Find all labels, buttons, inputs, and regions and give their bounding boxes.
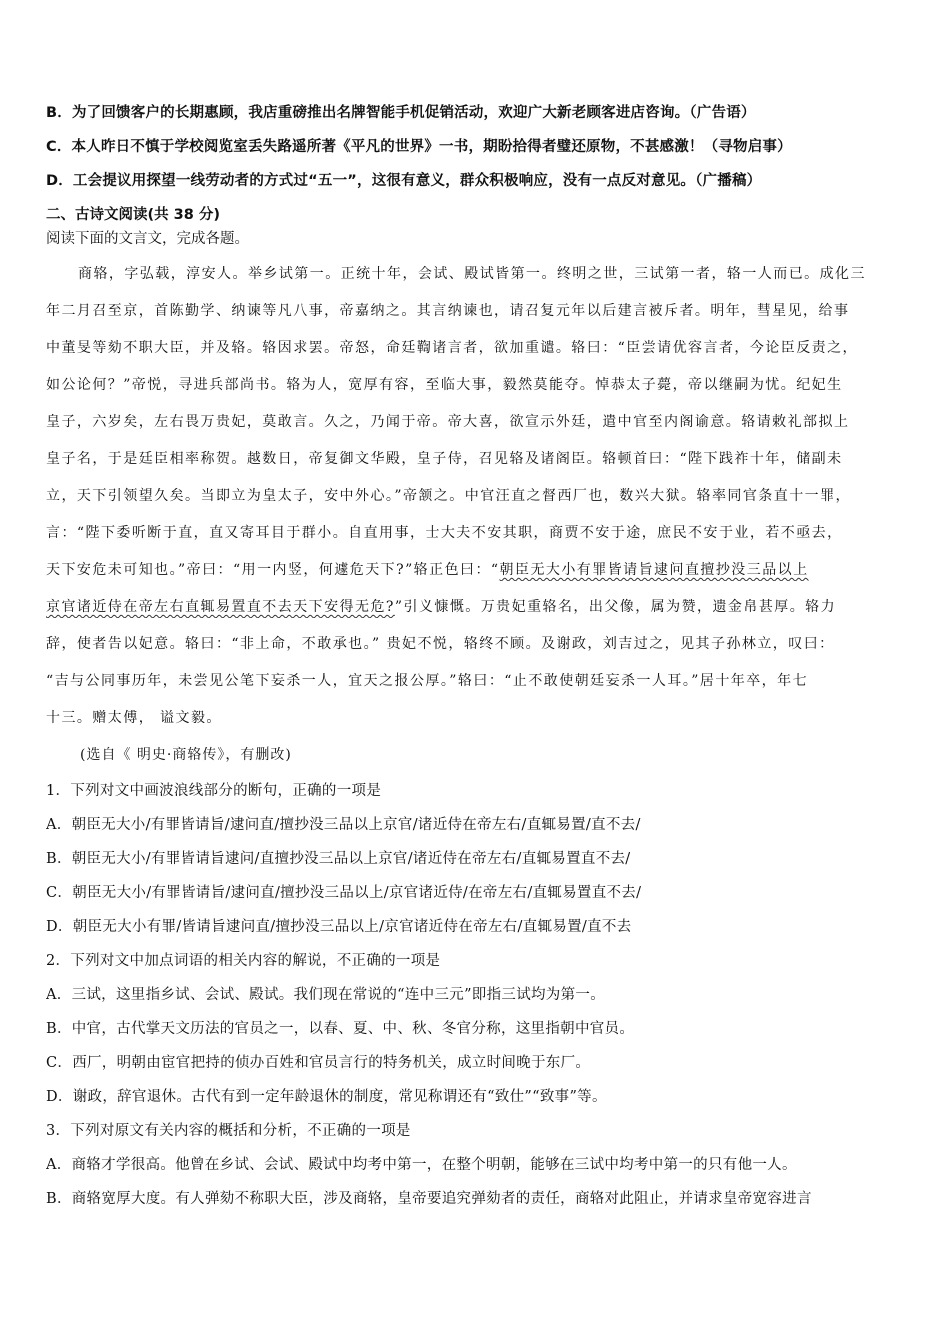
passage-line: 十三。赠太傅， 谥文毅。	[46, 710, 222, 726]
question-2-option-c: C．西厂，明朝由宦官把持的侦办百姓和官员言行的特务机关，成立时间晚于东厂。	[46, 1055, 591, 1071]
passage-line: 辞，使者告以妃意。辂曰：“非上命，不敢承也。” 贵妃不悦，辂终不顾。及谢政，刘吉过之，见其子孙林立，叹曰：	[46, 636, 835, 652]
question-1-stem: 1．下列对文中画波浪线部分的断句，正确的一项是	[46, 783, 382, 799]
question-3-option-b: B．商辂宽厚大度。有人弹劾不称职大臣，涉及商辂，皇帝要追究弹劾者的责任，商辂对此阻止，并请求皇帝宽容进言	[46, 1191, 812, 1207]
passage-line-text: ”引义慷慨。万贵妃重辂名，出父像，属为赞，遗金帛甚厚。辂力	[394, 599, 837, 615]
wavy-underlined-part-1: 朝臣无大小有罪皆请旨逮问直擅抄没三品以上	[499, 562, 809, 578]
question-1-option-b: B．朝臣无大小/有罪皆请旨逮问/直擅抄没三品以上京官/诸近侍在帝左右/直辄易置直不去/	[46, 851, 631, 867]
passage-line-with-wavy	[46, 559, 908, 581]
passage-line: 商辂，字弘载，淳安人。举乡试第一。正统十年，会试、殿试皆第一。终明之世，三试第一者，辂一人而已。成化三	[78, 266, 866, 282]
option-c-notice: C．本人昨日不慎于学校阅览室丢失路遥所著《平凡的世界》一书，期盼拾得者璧还原物，不甚感激！（寻物启事）	[46, 139, 792, 155]
question-1-option-d: D．朝臣无大小有罪/皆请旨逮问直/擅抄没三品以上/京官诸近侍在帝左右/直辄易置/直不去	[46, 919, 632, 935]
question-1-option-c: C．朝臣无大小/有罪皆请旨/逮问直/擅抄没三品以上/京官诸近侍/在帝左右/直辄易置直不去/	[46, 885, 642, 901]
passage-line-with-wavy	[46, 596, 908, 618]
passage-line: 中董旻等劾不职大臣，并及辂。辂因求罢。帝怒，命廷鞫诸言者，欲加重谴。辂曰：“臣尝请优容言者，今论臣反责之，	[46, 340, 859, 356]
passage-line-text: 天下安危未可知也。”帝曰：“用一内竖，何遽危天下?”辂正色曰：“	[46, 562, 500, 578]
option-d-broadcast: D．工会提议用探望一线劳动者的方式过“五一”，这很有意义，群众积极响应，没有一点反对意见。（广播稿）	[46, 173, 762, 189]
wavy-underlined-part-2: 京官诸近侍在帝左右直辄易置直不去天下安得无危?	[46, 599, 395, 615]
passage-line: 如公论何？”帝悦，寻进兵部尚书。辂为人，宽厚有容，至临大事，毅然莫能夺。悼恭太子薨，帝以继嗣为忧。纪妃生	[46, 377, 843, 393]
passage-line: 皇子名，于是廷臣相率称贺。越数日，帝复御文华殿，皇子侍，召见辂及诸阁臣。辂顿首曰：“陛下践祚十年，储副未	[46, 451, 843, 467]
passage-source: (选自《 明史·商辂传》，有删改)	[80, 747, 292, 763]
option-b-ad: B．为了回馈客户的长期惠顾，我店重磅推出名牌智能手机促销活动，欢迎广大新老顾客进店咨询。（广告语）	[46, 105, 756, 121]
passage-line: 年二月召至京，首陈勤学、纳谏等凡八事，帝嘉纳之。其言纳谏也，请召复元年以后建言被斥者。明年，彗星见，给事	[46, 303, 850, 319]
passage-line: 皇子，六岁矣，左右畏万贵妃，莫敢言。久之，乃闻于帝。帝大喜，欲宣示外廷，遣中官至内阁谕意。辂请敕礼部拟上	[46, 414, 850, 430]
question-2-option-d: D．谢政，辞官退休。古代有到一定年龄退休的制度，常见称谓还有“致仕”“致事”等。	[46, 1089, 607, 1105]
question-3-stem: 3．下列对原文有关内容的概括和分析，不正确的一项是	[46, 1123, 411, 1139]
question-1-option-a: A．朝臣无大小/有罪皆请旨/逮问直/擅抄没三品以上京官/诸近侍在帝左右/直辄易置/直不去/	[46, 817, 641, 833]
passage-line: 立，天下引领望久矣。当即立为皇太子，安中外心。”帝颔之。中官汪直之督西厂也，数兴大狱。辂率同官条直十一罪，	[46, 488, 852, 504]
passage-line: 言：“陛下委听断于直，直又寄耳目于群小。自直用事，士大夫不安其职，商贾不安于途，庶民不安于业，若不亟去，	[46, 525, 843, 541]
instruction: 阅读下面的文言文，完成各题。	[46, 231, 249, 247]
passage-line: “吉与公同事历年，未尝见公笔下妄杀一人，宜天之报公厚。”辂曰：“止不敢使朝廷妄杀一人耳。”居十年卒，年七	[46, 673, 809, 689]
question-2-option-b: B．中官，古代掌天文历法的官员之一，以春、夏、中、秋、冬官分称，这里指朝中官员。	[46, 1021, 635, 1037]
question-2-stem: 2．下列对文中加点词语的相关内容的解说，不正确的一项是	[46, 953, 441, 969]
question-2-option-a: A．三试，这里指乡试、会试、殿试。我们现在常说的“连中三元”即指三试均为第一。	[46, 987, 605, 1003]
section-heading: 二、古诗文阅读(共 38 分)	[46, 207, 221, 223]
question-3-option-a: A．商辂才学很高。他曾在乡试、会试、殿试中均考中第一，在整个明朝，能够在三试中均考中第一的只有他一人。	[46, 1157, 797, 1173]
